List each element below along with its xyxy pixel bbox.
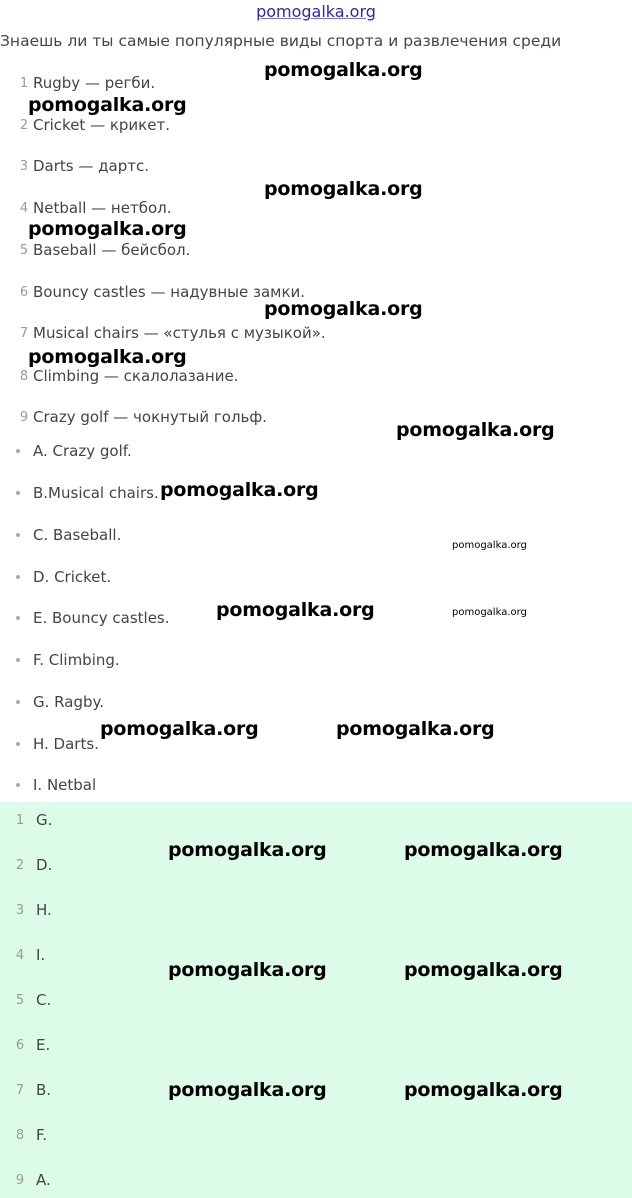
answer-text: A. — [36, 1171, 51, 1189]
watermark: pomogalka.org — [264, 298, 423, 320]
watermark: pomogalka.org — [168, 959, 327, 981]
watermark: pomogalka.org — [396, 419, 555, 441]
item-number: 4 — [19, 200, 29, 216]
item-text: Darts — дартс. — [33, 157, 149, 175]
list-item — [0, 280, 305, 304]
answer-number: 5 — [15, 992, 25, 1008]
bullet-item — [0, 440, 132, 462]
answer-number: 4 — [15, 947, 25, 963]
item-text: Baseball — бейсбол. — [33, 241, 191, 259]
bullet-dot — [16, 658, 20, 662]
bullet-dot — [16, 575, 20, 579]
answer-row — [0, 943, 45, 967]
answer-row — [0, 988, 51, 1012]
watermark: pomogalka.org — [160, 479, 319, 501]
item-text: Crazy golf — чокнутый гольф. — [33, 408, 267, 426]
watermark: pomogalka.org — [336, 718, 495, 740]
answer-row — [0, 1123, 47, 1147]
list-item — [0, 154, 149, 178]
answer-text: G. — [36, 811, 53, 829]
answer-number: 7 — [15, 1082, 25, 1098]
watermark: pomogalka.org — [100, 718, 259, 740]
list-item — [0, 405, 267, 429]
answer-number: 2 — [15, 857, 25, 873]
answer-number: 8 — [15, 1127, 25, 1143]
answer-number: 9 — [15, 1172, 25, 1188]
list-item — [0, 71, 155, 95]
watermark: pomogalka.org — [452, 607, 527, 618]
list-item — [0, 238, 190, 262]
bullet-item — [0, 733, 99, 755]
answer-row — [0, 1078, 51, 1102]
item-text: Climbing — скалолазание. — [33, 367, 239, 385]
bullet-text: A. Crazy golf. — [33, 442, 132, 460]
answers-panel — [0, 802, 632, 1198]
item-text: Cricket — крикет. — [33, 116, 170, 134]
answer-row — [0, 1033, 50, 1057]
item-text: Rugby — регби. — [33, 74, 156, 92]
top-site-link[interactable]: pomogalka.org — [256, 2, 376, 21]
answer-text: I. — [36, 946, 46, 964]
item-number: 2 — [19, 117, 29, 133]
answer-row — [0, 898, 52, 922]
bullet-item — [0, 482, 159, 504]
list-item — [0, 113, 170, 137]
bullet-dot — [16, 700, 20, 704]
bullet-text: C. Baseball. — [33, 526, 122, 544]
bullet-dot — [16, 783, 20, 787]
item-text: Netball — нетбол. — [33, 199, 172, 217]
bullet-item — [0, 566, 111, 588]
watermark: pomogalka.org — [452, 540, 527, 551]
bullet-text: G. Ragby. — [33, 693, 104, 711]
list-item — [0, 196, 171, 220]
answer-text: F. — [36, 1126, 47, 1144]
item-number: 1 — [19, 75, 29, 91]
bullet-item — [0, 524, 121, 546]
bullet-dot — [16, 742, 20, 746]
bullet-text: B.Musical chairs. — [33, 484, 159, 502]
answer-text: B. — [36, 1081, 52, 1099]
list-item — [0, 321, 326, 345]
bullet-item — [0, 774, 96, 796]
bullet-dot — [16, 491, 20, 495]
answer-number: 6 — [15, 1037, 25, 1053]
item-number: 3 — [19, 158, 29, 174]
bullet-dot — [16, 449, 20, 453]
bullet-item — [0, 649, 120, 671]
answer-row — [0, 853, 52, 877]
answer-number: 3 — [15, 902, 25, 918]
item-number: 8 — [19, 368, 29, 384]
item-text: Musical chairs — «стулья с музыкой». — [33, 324, 326, 342]
answer-text: H. — [36, 901, 52, 919]
answer-number: 1 — [15, 812, 25, 828]
bullet-item — [0, 607, 170, 629]
watermark: pomogalka.org — [404, 839, 563, 861]
bullet-text: E. Bouncy castles. — [33, 609, 170, 627]
answer-row — [0, 808, 52, 832]
bullet-dot — [16, 533, 20, 537]
answer-text: D. — [36, 856, 53, 874]
watermark: pomogalka.org — [28, 346, 187, 368]
watermark: pomogalka.org — [404, 1079, 563, 1101]
answer-text: C. — [36, 991, 52, 1009]
bullet-text: H. Darts. — [33, 735, 99, 753]
bullet-text: D. Cricket. — [33, 568, 112, 586]
watermark: pomogalka.org — [168, 839, 327, 861]
item-number: 7 — [19, 325, 29, 341]
bullet-text: I. Netbal — [33, 776, 97, 794]
item-number: 5 — [19, 242, 29, 258]
item-number: 9 — [19, 409, 29, 425]
answer-row — [0, 1168, 51, 1192]
watermark: pomogalka.org — [28, 94, 187, 116]
watermark: pomogalka.org — [168, 1079, 327, 1101]
bullet-text: F. Climbing. — [33, 651, 120, 669]
watermark: pomogalka.org — [404, 959, 563, 981]
watermark: pomogalka.org — [28, 218, 187, 240]
watermark: pomogalka.org — [216, 599, 375, 621]
item-number: 6 — [19, 284, 29, 300]
page-heading: Знаешь ли ты самые популярные виды спорта и развлечения среди — [0, 32, 562, 50]
watermark: pomogalka.org — [264, 59, 423, 81]
answer-text: E. — [36, 1036, 51, 1054]
bullet-dot — [16, 616, 20, 620]
item-text: Bouncy castles — надувные замки. — [33, 283, 306, 301]
bullet-item — [0, 691, 104, 713]
watermark: pomogalka.org — [264, 178, 423, 200]
